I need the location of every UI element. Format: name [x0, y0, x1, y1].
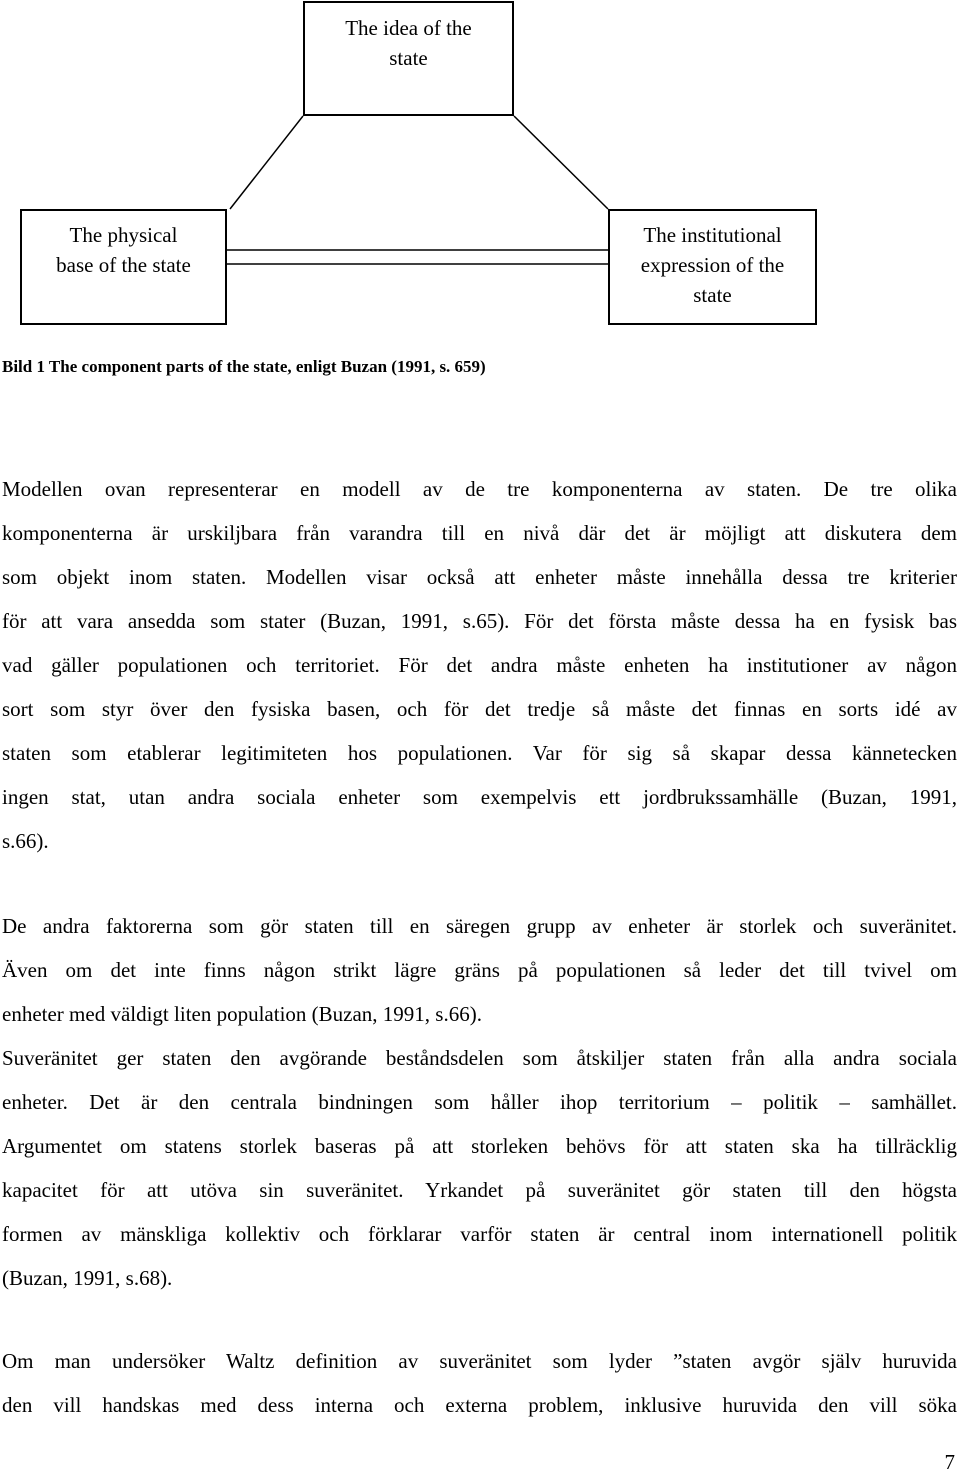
- connector-top-right: [514, 116, 608, 209]
- paragraph-model-description: [2, 467, 957, 863]
- text-line: Även om det inte finns någon strikt lägre gräns på populationen så leder det till tvivel om: [2, 958, 957, 982]
- physical-box-line: The physical: [69, 223, 178, 247]
- idea-of-state-box: [303, 1, 514, 116]
- physical-base-box: [20, 209, 227, 325]
- paragraph-size-sovereignty: [2, 904, 957, 1300]
- text-line: för att vara ansedda som stater (Buzan, 1991, s.65). För det första måste dessa ha en fysisk bas: [2, 609, 957, 633]
- text-line: Modellen ovan representerar en modell av de tre komponenterna av staten. De tre olika: [2, 477, 957, 501]
- institutional-box-line: expression of the: [640, 253, 785, 277]
- idea-box-line: state: [389, 46, 428, 70]
- figure-caption: Bild 1 The component parts of the state, enligt Buzan (1991, s. 659): [2, 357, 486, 376]
- text-line: staten som etablerar legitimiteten hos populationen. Var för sig så skapar dessa kännetecken: [2, 741, 957, 765]
- institutional-expression-box: [608, 209, 817, 325]
- text-line: den vill handskas med dess interna och externa problem, inklusive huruvida den vill söka: [2, 1393, 957, 1417]
- paragraph-waltz-definition: [2, 1339, 957, 1427]
- institutional-box-line: The institutional: [643, 223, 782, 247]
- text-line: enheter. Det är den centrala bindningen som håller ihop territorium – politik – samhället.: [2, 1090, 957, 1114]
- text-line: kapacitet för att utöva sin suveränitet. Yrkandet på suveränitet gör staten till den högsta: [2, 1178, 957, 1202]
- text-line: (Buzan, 1991, s.68).: [2, 1266, 173, 1290]
- text-line: komponenterna är urskiljbara från varandra till en nivå där det är möjligt att diskutera dem: [2, 521, 957, 545]
- text-line: s.66).: [2, 829, 49, 853]
- text-line: som objekt inom staten. Modellen visar också att enheter måste innehålla dessa tre kriterier: [2, 565, 957, 589]
- connector-top-left: [230, 116, 303, 209]
- text-line: formen av mänskliga kollektiv och förklarar varför staten är central inom internationell politik: [2, 1222, 957, 1246]
- text-line: enheter med väldigt liten population (Buzan, 1991, s.66).: [2, 1002, 482, 1026]
- text-line: Suveränitet ger staten den avgörande beståndsdelen som åtskiljer staten från alla andra sociala: [2, 1046, 957, 1070]
- text-line: Argumentet om statens storlek baseras på att storleken behövs för att staten ska ha tillräcklig: [2, 1134, 957, 1158]
- text-line: vad gäller populationen och territoriet. För det andra måste enheten ha institutioner av någon: [2, 653, 957, 677]
- text-line: De andra faktorerna som gör staten till en säregen grupp av enheter är storlek och suveränitet.: [2, 914, 957, 938]
- text-line: Om man undersöker Waltz definition av suveränitet som lyder ”staten avgör själv huruvida: [2, 1349, 957, 1373]
- page-number: 7: [944, 1450, 955, 1474]
- physical-box-line: base of the state: [56, 253, 191, 277]
- institutional-box-line: state: [693, 283, 732, 307]
- text-line: ingen stat, utan andra sociala enheter som exempelvis ett jordbrukssamhälle (Buzan, 1991,: [2, 785, 957, 809]
- text-line: sort som styr över den fysiska basen, och för det tredje så måste det finnas en sorts idé av: [2, 697, 957, 721]
- component-diagram: [0, 0, 960, 340]
- idea-box-line: The idea of the: [345, 16, 472, 40]
